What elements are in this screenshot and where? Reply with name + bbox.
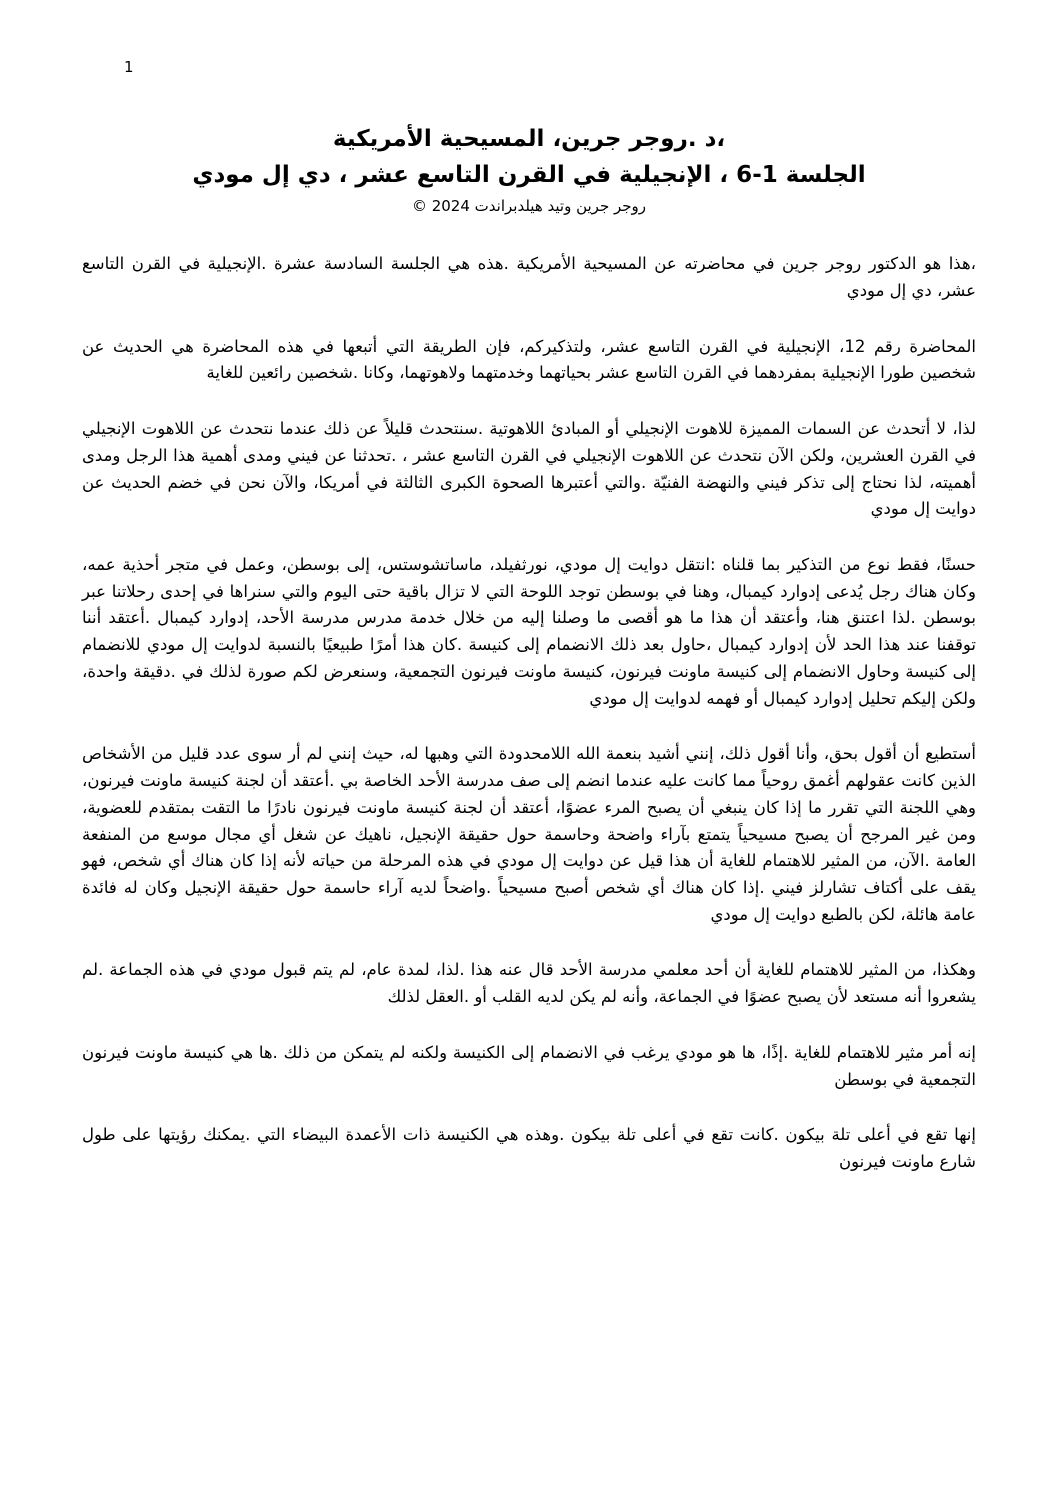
page-number: 1 bbox=[124, 58, 134, 76]
paragraph-6: وهكذا، من المثير للاهتمام للغاية أن أحد معلمي مدرسة الأحد قال عنه هذا .لذا، لمدة عام، لم يتم قبول مودي في هذه الجماعة .لم يشعروا أنه مستعد لأن يصبح عضوًا في الجماعة، وأنه لم يكن لديه القلب أو .العقل لذلك bbox=[82, 960, 976, 1007]
title-line-2: الجلسة 1-6 ، الإنجيلية في القرن التاسع عشر ، دي إل مودي bbox=[192, 161, 866, 188]
title-line-1: ،د .روجر جرين، المسيحية الأمريكية bbox=[332, 126, 726, 152]
paragraph-2: المحاضرة رقم 12، الإنجيلية في القرن التاسع عشر، ولتذكيركم، فإن الطريقة التي أتبعها في هذه المحاضرة هي الحديث عن شخصين طورا الإنجيلية بمفردهما في القرن التاسع عشر بحياتهما وخدمتهما ولاهوتهما، وكانا .شخصين رائعين للغاية bbox=[82, 336, 976, 383]
document-content bbox=[82, 0, 976, 1176]
paragraph-3: لذا، لا أتحدث عن السمات المميزة للاهوت الإنجيلي أو المبادئ اللاهوتية .سنتحدث قليلاً عن ذلك عندما نتحدث عن اللاهوت الإنجيلي في القرن العشرين، ولكن الآن نتحدث عن اللاهوت الإنجيلي في القرن التاسع عشر ، .تحدثنا عن فيني ومدى أهمية هذا الرجل ومدى أهميته، لذا نحتاج إلى تذكر فيني والنهضة الفنيّة .والتي أعتبرها الصحوة الكبرى الثالثة في أمريكا، والآن نحن في خضم الحديث عن دوايت إل مودي bbox=[82, 419, 976, 519]
document-title bbox=[82, 122, 976, 193]
copyright-line: روجر جرين وتيد هيلدبراندت 2024 © bbox=[411, 197, 647, 216]
paragraph-4: حسنًا، فقط نوع من التذكير بما قلناه :انتقل دوايت إل مودي، نورثفيلد، ماساتشوستس، إلى بوسطن، وعمل في متجر أحذية عمه، وكان هناك رجل يُدعى إدوارد كيمبال، وهنا في بوسطن توجد اللوحة التي لا تزال باقية حتى اليوم والتي سنراها في إحدى رحلاتنا عبر بوسطن .لذا اعتنق هنا، وأعتقد أن هذا ما هو أقصى ما وصلنا إليه من خلال خدمة مدرس مدرسة الأحد، إدوارد كيمبال .أعتقد أننا توقفنا عند هذا الحد لأن إدوارد كيمبال ،حاول بعد ذلك الانضمام إلى كنيسة .كان هذا أمرًا طبيعيًا بالنسبة لدوايت إل مودي للانضمام إلى كنيسة وحاول الانضمام إلى كنيسة ماونت فيرنون، كنيسة ماونت فيرنون التجمعية، وسنعرض لكم صورة لذلك في .دقيقة واحدة، ولكن إليكم تحليل إدوارد كيمبال أو فهمه لدوايت إل مودي bbox=[82, 555, 976, 708]
paragraph-8: إنها تقع في أعلى تلة بيكون .كانت تقع في أعلى تلة بيكون .وهذه هي الكنيسة ذات الأعمدة البيضاء التي .يمكنك رؤيتها على طول شارع ماونت فيرنون bbox=[82, 1125, 976, 1171]
paragraph-1: ،هذا هو الدكتور روجر جرين في محاضرته عن المسيحية الأمريكية .هذه هي الجلسة السادسة عشرة .الإنجيلية في القرن التاسع عشر، دي إل مودي bbox=[82, 254, 976, 300]
paragraph-7: إنه أمر مثير للاهتمام للغاية .إذًا، ها هو مودي يرغب في الانضمام إلى الكنيسة ولكنه لم يتمكن من ذلك .ها هي كنيسة ماونت فيرنون التجمعية في بوسطن bbox=[82, 1042, 976, 1089]
paragraph-5: أستطيع أن أقول بحق، وأنا أقول ذلك، إنني أشيد بنعمة الله اللامحدودة التي وهبها له، حيث إنني لم أر سوى عدد قليل من الأشخاص الذين كانت عقولهم أغمق روحياً مما كانت عليه عندما انضم إلى صف مدرسة الأحد الخاصة بي .أعتقد أن لجنة كنيسة ماونت فيرنون، وهي اللجنة التي تقرر ما إذا كان ينبغي أن يصبح المرء عضوًا، أعتقد أن لجنة كنيسة ماونت فيرنون نادرًا ما التقت بمتقدم للعضوية، ومن غير المرجح أن يصبح مسيحياً يتمتع بآراء واضحة وحاسمة حول حقيقة الإنجيل، ناهيك عن شغل أي مجال موسع من المنفعة العامة .الآن، من المثير للاهتمام للغاية أن هذا قيل عن دوايت إل مودي في هذه المرحلة من حياته لأنه إذا كان هناك أي شخص، فهو يقف على أكتاف تشارلز فيني .إذا كان هناك أي شخص أصبح مسيحياً .واضحاً لديه آراء حاسمة حول حقيقة الإنجيل وكان له فائدة عامة هائلة، لكن بالطبع دوايت إل مودي bbox=[82, 744, 976, 924]
